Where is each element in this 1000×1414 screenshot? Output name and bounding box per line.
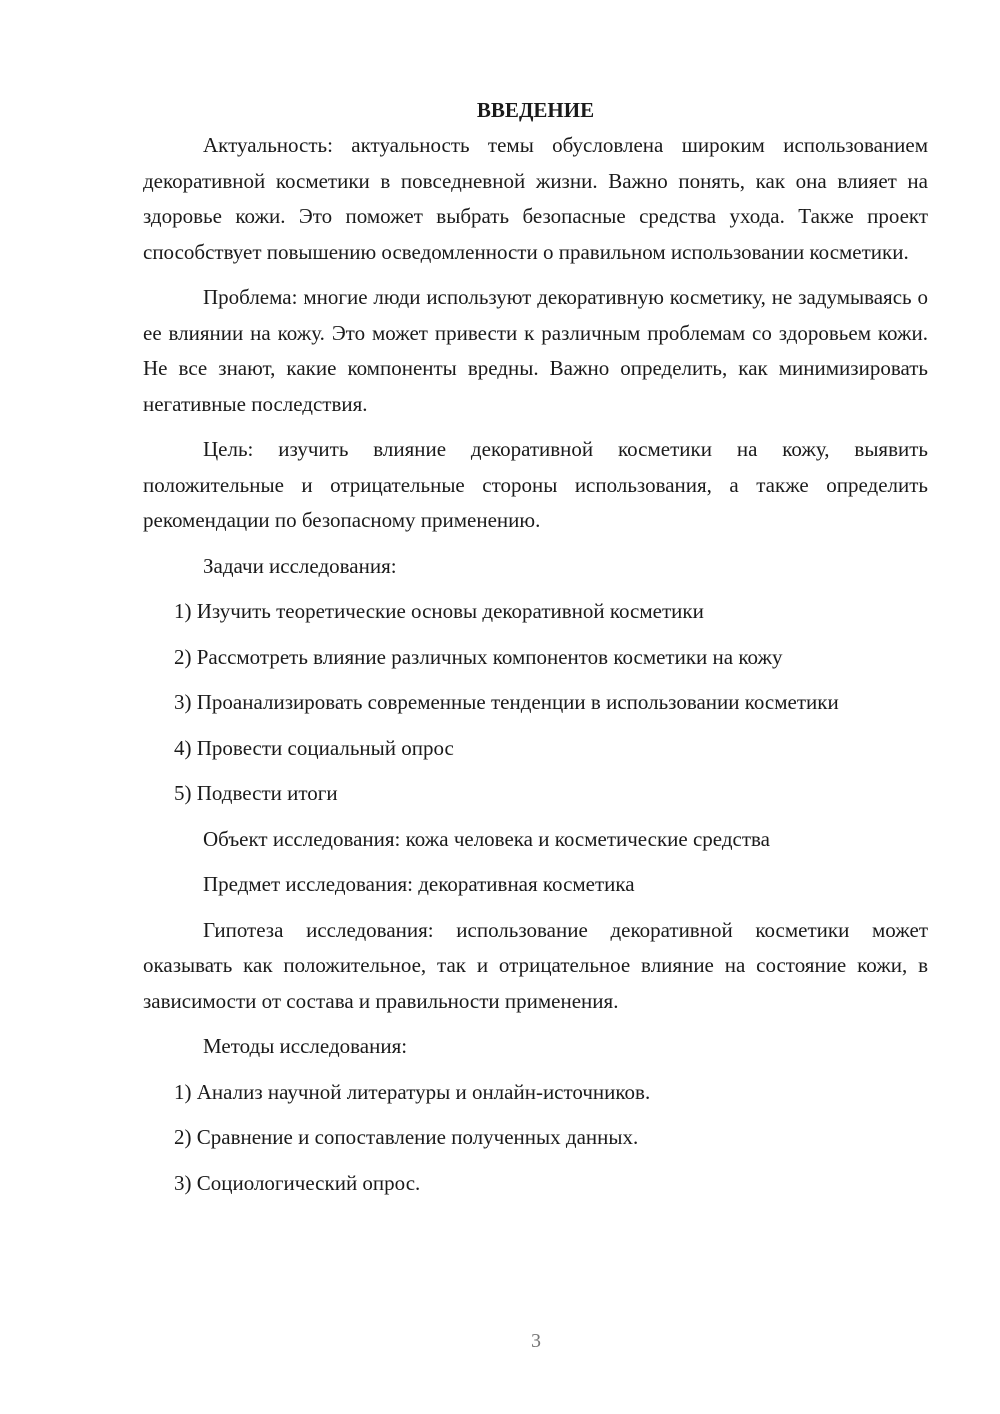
page-content bbox=[143, 92, 928, 1211]
relevance-paragraph: Актуальность: актуальность темы обусловлена широким использованием декоративной косметики в повседневной жизни. Важно понять, как она влияет на здоровье кожи. Это поможет выбрать безопасные средства ухода. Также проект способствует повышению осведомленности о правильном использовании косметики. bbox=[143, 133, 928, 264]
method-item-2: 2) Сравнение и сопоставление полученных данных. bbox=[174, 1125, 639, 1149]
tasks-heading: Задачи исследования: bbox=[203, 553, 397, 578]
method-item-1: 1) Анализ научной литературы и онлайн-источников. bbox=[174, 1079, 651, 1104]
subject-line: Предмет исследования: декоративная косметика bbox=[203, 872, 635, 896]
methods-heading: Методы исследования: bbox=[203, 1034, 408, 1058]
task-item-3: 3) Проанализировать современные тенденции в использовании косметики bbox=[174, 690, 839, 714]
task-item-4: 4) Провести социальный опрос bbox=[174, 735, 454, 760]
task-item-2: 2) Рассмотреть влияние различных компонентов косметики на кожу bbox=[174, 644, 783, 669]
page-number: 3 bbox=[531, 1330, 541, 1352]
task-item-5: 5) Подвести итоги bbox=[174, 781, 338, 805]
object-line: Объект исследования: кожа человека и косметические средства bbox=[203, 826, 770, 851]
page-title: ВВЕДЕНИЕ bbox=[476, 98, 595, 122]
method-item-3: 3) Социологический опрос. bbox=[174, 1170, 421, 1195]
problem-paragraph: Проблема: многие люди используют декоративную косметику, не задумываясь о ее влиянии на кожу. Это может привести к различным проблемам со здоровьем кожи. Не все знают, какие компоненты вредны. Важно определить, как минимизировать негативные последствия. bbox=[143, 285, 928, 416]
hypothesis-paragraph: Гипотеза исследования: использование декоративной косметики может оказывать как положительное, так и отрицательное влияние на состояние кожи, в зависимости от состава и правильности применения. bbox=[143, 917, 928, 1013]
task-item-1: 1) Изучить теоретические основы декоративной косметики bbox=[174, 599, 704, 623]
goal-paragraph: Цель: изучить влияние декоративной косметики на кожу, выявить положительные и отрицательные стороны использования, а также определить рекомендации по безопасному применению. bbox=[143, 437, 928, 532]
